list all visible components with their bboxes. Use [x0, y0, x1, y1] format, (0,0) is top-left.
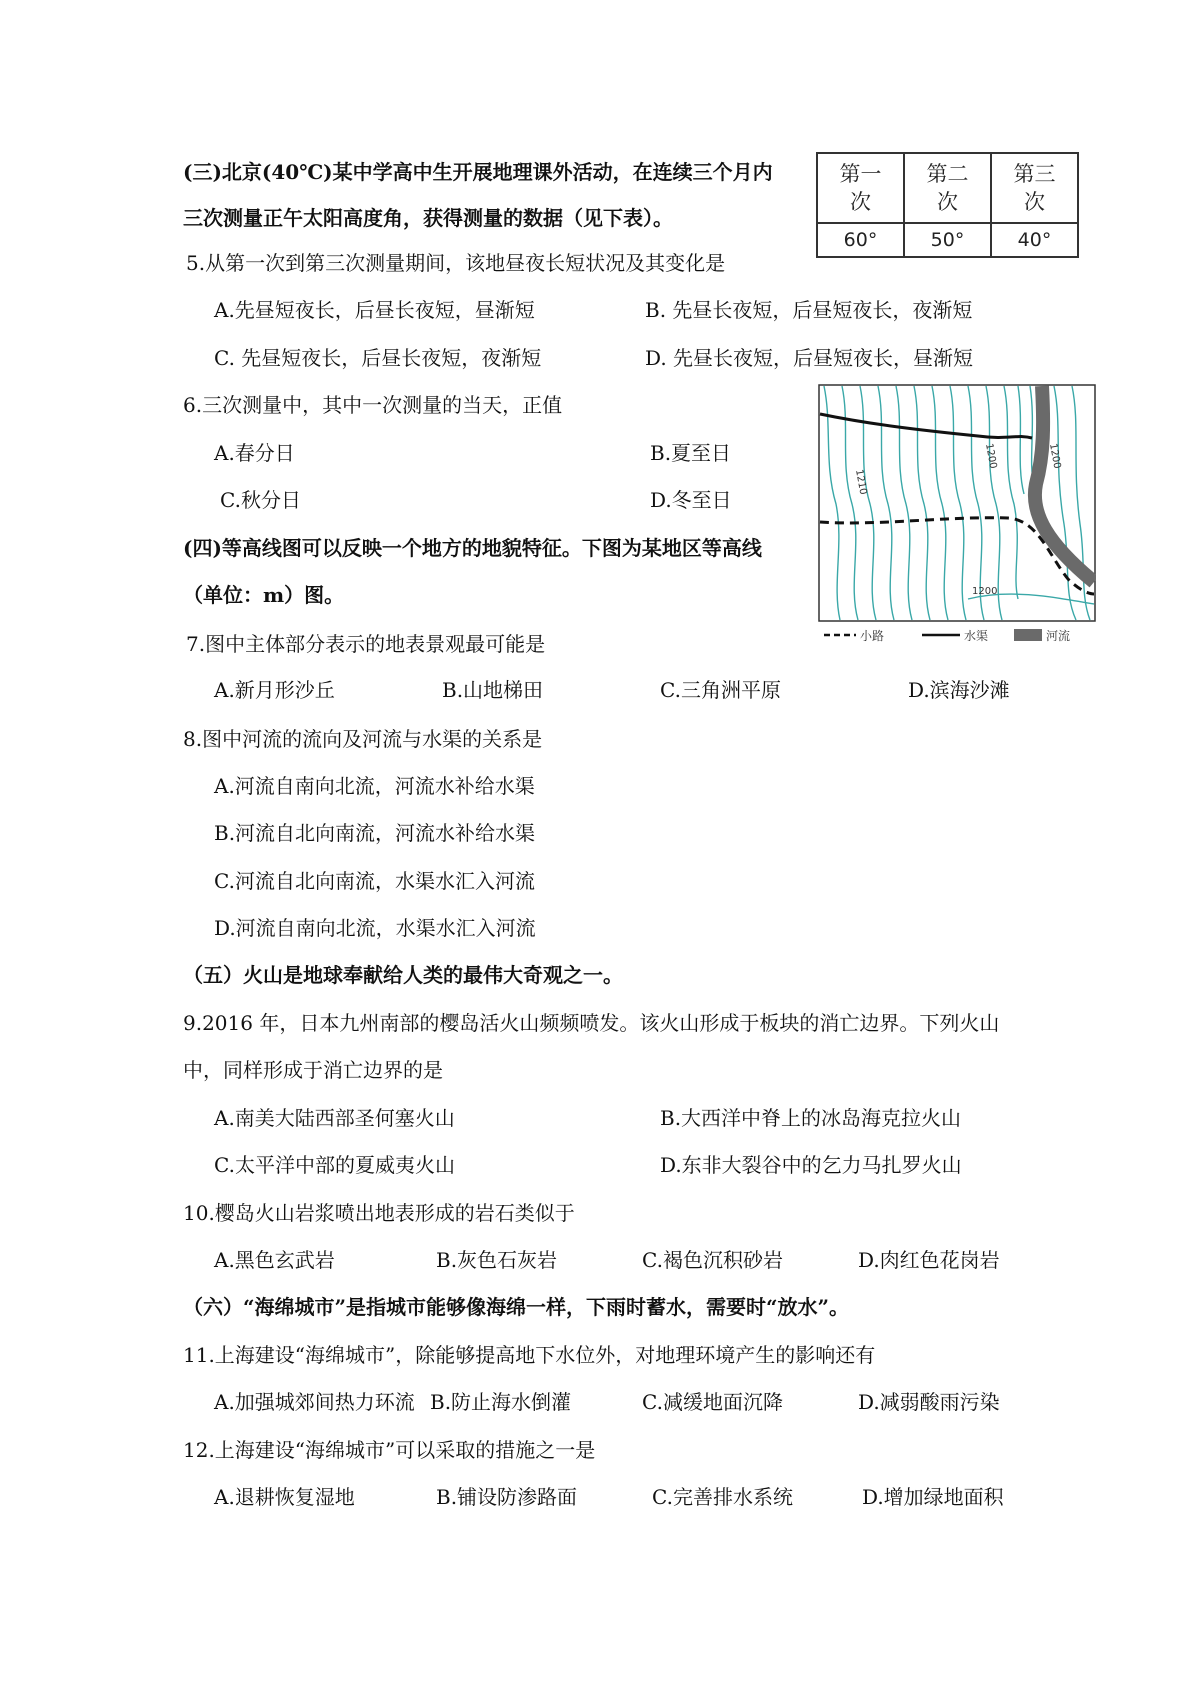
- q9-stem-line1: 9.2016 年，日本九州南部的樱岛活火山频频喷发。该火山形成于板块的消亡边界。下列火山: [183, 1011, 1000, 1035]
- q6-stem: 6.三次测量中，其中一次测量的当天，正值: [183, 393, 563, 417]
- q9-option-a: A.南美大陆西部圣何塞火山: [214, 1106, 455, 1130]
- table-header-2: [904, 153, 991, 223]
- section5-intro: （五）火山是地球奉献给人类的最伟大奇观之一。: [183, 963, 623, 987]
- section6-intro: （六）“海绵城市”是指城市能够像海绵一样，下雨时蓄水，需要时“放水”。: [183, 1295, 850, 1319]
- contour-label-2: 1200: [983, 442, 999, 470]
- q11-stem: 11.上海建设“海绵城市”，除能够提高地下水位外，对地理环境产生的影响还有: [183, 1343, 876, 1367]
- q12-stem: 12.上海建设“海绵城市”可以采取的措施之一是: [183, 1438, 596, 1462]
- contour-label-3: 1200: [1047, 442, 1063, 470]
- table-header-1-text: 第一 次: [839, 162, 882, 214]
- q9-option-b: B.大西洋中脊上的冰岛海克拉火山: [660, 1106, 962, 1130]
- q7-option-b: B.山地梯田: [442, 678, 544, 702]
- contour-label-1: 1210: [853, 468, 869, 496]
- q11-option-a: A.加强城郊间热力环流: [214, 1390, 415, 1414]
- q10-stem: 10.樱岛火山岩浆喷出地表形成的岩石类似于: [183, 1201, 575, 1225]
- table-header-2-text: 第二 次: [926, 162, 969, 214]
- section3-intro-line1: (三)北京(40℃)某中学高中生开展地理课外活动，在连续三个月内: [183, 160, 773, 184]
- q10-option-a: A.黑色玄武岩: [214, 1248, 335, 1272]
- table-value-2: 50°: [904, 223, 991, 257]
- q10-option-b: B.灰色石灰岩: [436, 1248, 558, 1272]
- legend-canal-label: 水渠: [964, 629, 989, 643]
- q11-option-d: D.减弱酸雨污染: [858, 1390, 1000, 1414]
- table-header-1: [817, 153, 904, 223]
- q5-option-d: D. 先昼长夜短，后昼短夜长，昼渐短: [645, 346, 974, 370]
- table-header-3: [991, 153, 1078, 223]
- contour-map: [818, 384, 1096, 646]
- legend-river-symbol: [1014, 629, 1042, 641]
- q12-option-a: A.退耕恢复湿地: [214, 1485, 355, 1509]
- q9-option-d: D.东非大裂谷中的乞力马扎罗火山: [660, 1153, 962, 1177]
- q6-option-c: C.秋分日: [220, 488, 301, 512]
- measurement-table: [816, 152, 1079, 258]
- q11-option-b: B.防止海水倒灌: [430, 1390, 572, 1414]
- q12-option-d: D.增加绿地面积: [862, 1485, 1004, 1509]
- q9-stem-line2: 中，同样形成于消亡边界的是: [183, 1058, 443, 1082]
- q5-option-c: C. 先昼短夜长，后昼长夜短，夜渐短: [214, 346, 542, 370]
- q7-option-a: A.新月形沙丘: [214, 678, 335, 702]
- q8-option-b: B.河流自北向南流，河流水补给水渠: [214, 821, 536, 845]
- contour-label-4: 1200: [972, 586, 998, 597]
- q5-option-b: B. 先昼长夜短，后昼短夜长，夜渐短: [645, 298, 973, 322]
- legend-river-label: 河流: [1046, 629, 1071, 643]
- q8-option-d: D.河流自南向北流，水渠水汇入河流: [214, 916, 536, 940]
- table-value-3: 40°: [991, 223, 1078, 257]
- section4-intro-line1: (四)等高线图可以反映一个地方的地貌特征。下图为某地区等高线: [183, 536, 762, 560]
- q8-stem: 8.图中河流的流向及河流与水渠的关系是: [183, 727, 543, 751]
- q8-option-a: A.河流自南向北流，河流水补给水渠: [214, 774, 535, 798]
- q11-option-c: C.减缓地面沉降: [642, 1390, 783, 1414]
- q5-option-a: A.先昼短夜长，后昼长夜短，昼渐短: [214, 298, 535, 322]
- q8-option-c: C.河流自北向南流，水渠水汇入河流: [214, 869, 535, 893]
- q7-option-c: C.三角洲平原: [660, 678, 781, 702]
- section4-intro-line2: （单位：m）图。: [183, 583, 345, 607]
- q7-stem: 7.图中主体部分表示的地表景观最可能是: [186, 632, 546, 656]
- table-header-3-text: 第三 次: [1013, 162, 1056, 214]
- q12-option-b: B.铺设防渗路面: [436, 1485, 578, 1509]
- q12-option-c: C.完善排水系统: [652, 1485, 793, 1509]
- q6-option-d: D.冬至日: [650, 488, 732, 512]
- table-value-1: 60°: [817, 223, 904, 257]
- q10-option-c: C.褐色沉积砂岩: [642, 1248, 783, 1272]
- q6-option-b: B.夏至日: [650, 441, 732, 465]
- q9-option-c: C.太平洋中部的夏威夷火山: [214, 1153, 455, 1177]
- section3-intro-line2: 三次测量正午太阳高度角，获得测量的数据（见下表）。: [183, 206, 673, 230]
- q7-option-d: D.滨海沙滩: [908, 678, 1010, 702]
- q5-stem: 5.从第一次到第三次测量期间，该地昼夜长短状况及其变化是: [186, 251, 726, 275]
- q6-option-a: A.春分日: [214, 441, 295, 465]
- q10-option-d: D.肉红色花岗岩: [858, 1248, 1000, 1272]
- legend-path-label: 小路: [860, 629, 885, 643]
